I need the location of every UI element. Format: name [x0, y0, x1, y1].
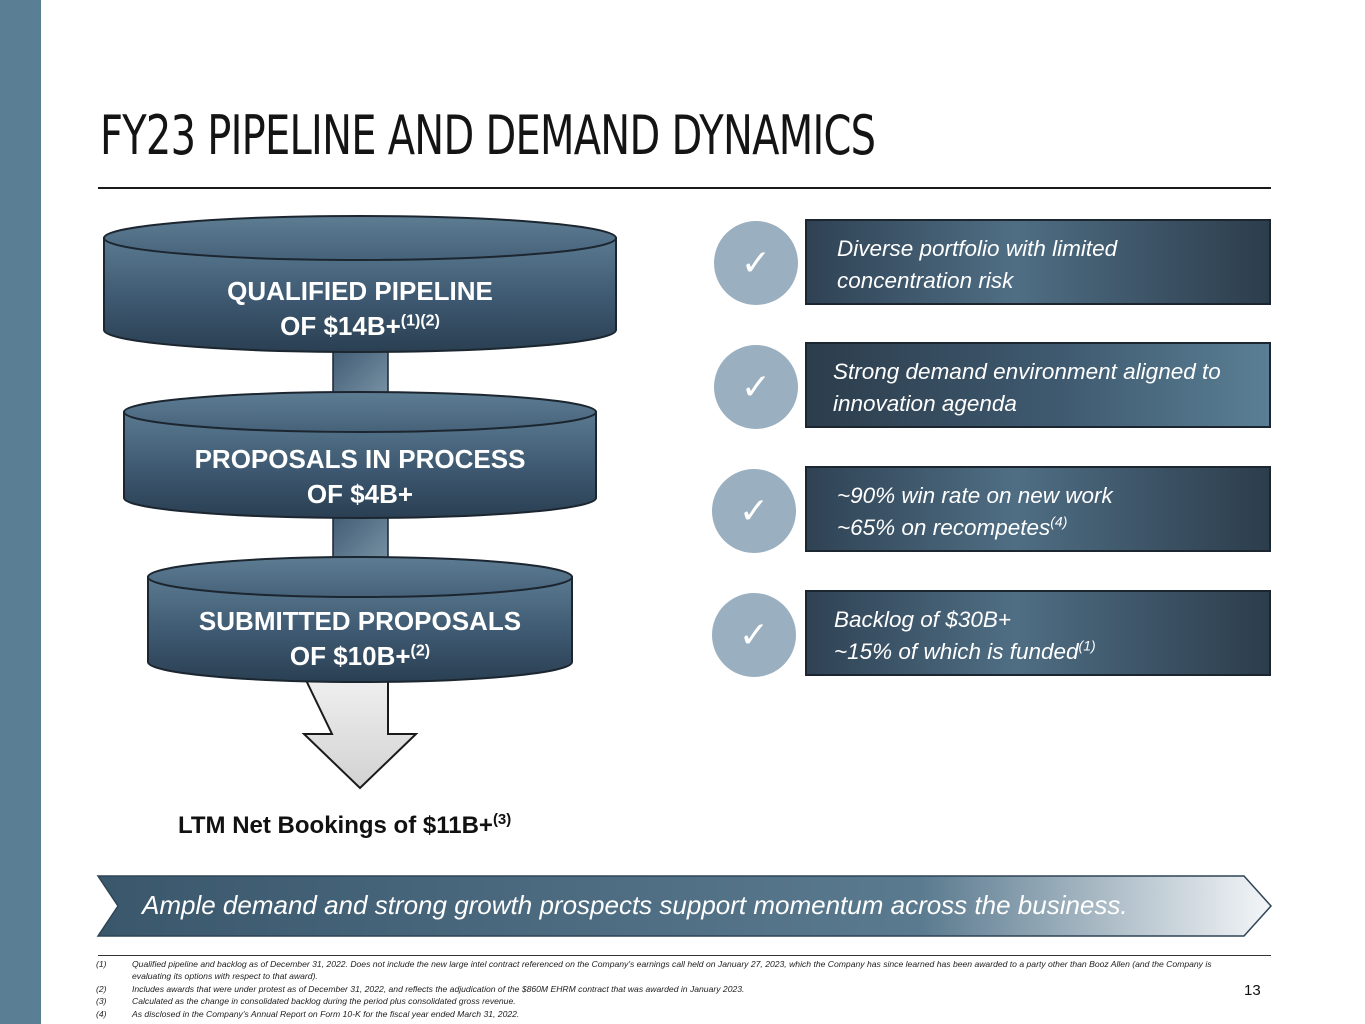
- down-arrow: [304, 676, 416, 788]
- tier-label-value: OF $4B+: [306, 479, 414, 510]
- page-number: 13: [1244, 982, 1261, 999]
- footnote-ref: (3): [492, 811, 512, 828]
- checkmark-icon: ✓: [709, 466, 799, 556]
- key-point: [805, 466, 1271, 552]
- tier-label-line: SUBMITTED PROPOSALS: [198, 606, 522, 636]
- footnote: [96, 1008, 1246, 1020]
- tier-label-value: OF $10B+: [289, 641, 411, 672]
- footnote: [96, 995, 1246, 1007]
- key-point-line: innovation agenda: [833, 390, 1017, 416]
- checkmark-icon: ✓: [711, 342, 801, 432]
- footnote-number: (4): [96, 1008, 107, 1019]
- key-point-line: Backlog of $30B+: [834, 607, 1012, 632]
- key-point: [805, 590, 1271, 676]
- tier-label: [110, 274, 610, 344]
- footnote-text: Includes awards that were under protest as of December 31, 2022, and reflects the adjudication of the $860M EHRM contract that was awarded in January 2023.: [132, 983, 745, 994]
- footnote-ref: (1): [1078, 637, 1096, 653]
- checkmark-icon: ✓: [711, 218, 801, 308]
- key-point: [805, 342, 1271, 428]
- footnote-number: (1): [96, 959, 107, 969]
- footnote-ref: (4): [1050, 513, 1068, 529]
- footnote-number: (2): [96, 983, 107, 994]
- key-point: [805, 219, 1271, 305]
- footnote-ref: (1)(2): [400, 312, 440, 330]
- key-point-line: ~15% of which is funded: [834, 638, 1079, 664]
- conclusion-text: Ample demand and strong growth prospects support momentum across the business.: [142, 890, 1128, 920]
- checkmark-icon: ✓: [709, 590, 799, 680]
- tier-label-line: QUALIFIED PIPELINE: [227, 276, 493, 306]
- footnotes: [96, 958, 1246, 1020]
- footnote-ref: (2): [410, 642, 431, 660]
- footnote: [96, 983, 1246, 995]
- key-point-line: Diverse portfolio with limited: [837, 236, 1118, 261]
- tier-label: [130, 442, 590, 512]
- key-point-line: Strong demand environment aligned to: [833, 359, 1221, 384]
- ltm-net-bookings: [178, 812, 511, 840]
- bookings-text: LTM Net Bookings of $11B+: [178, 812, 493, 839]
- tier-label-value: OF $14B+: [280, 311, 401, 342]
- key-point-line: concentration risk: [837, 267, 1014, 293]
- footnote-divider: [98, 955, 1271, 956]
- tier-label-line: PROPOSALS IN PROCESS: [194, 444, 526, 474]
- key-point-line: ~65% on recompetes: [837, 514, 1051, 540]
- key-point-line: ~90% win rate on new work: [837, 483, 1113, 508]
- footnote-text: Qualified pipeline and backlog as of December 31, 2022. Does not include the new large intel contract referenced on the Company's earnings call held on January 27, 2023, which the Company has since learned has been awarded to a party other than Booz Allen (and the Company is evaluating its options with respect to that award).: [132, 959, 1212, 982]
- page-title: FY23 PIPELINE AND DEMAND DYNAMICS: [100, 104, 876, 167]
- footnote-number: (3): [96, 996, 107, 1007]
- tier-label: [150, 604, 570, 674]
- footnote-text: As disclosed in the Company's Annual Report on Form 10-K for the fiscal year ended March 31, 2022.: [132, 1008, 520, 1019]
- footnote: [96, 958, 1246, 983]
- footnote-text: Calculated as the change in consolidated backlog during the period plus consolidated gross revenue.: [132, 996, 516, 1007]
